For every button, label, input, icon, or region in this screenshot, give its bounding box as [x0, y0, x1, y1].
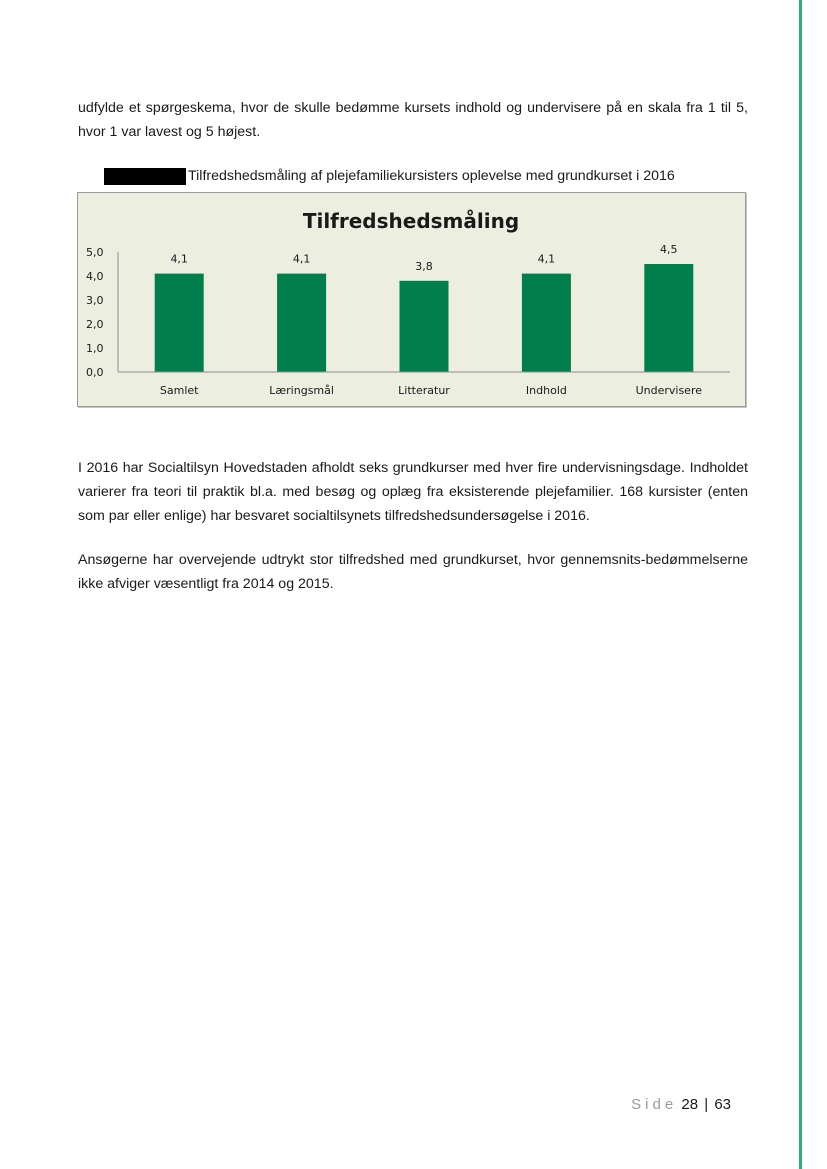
y-tick-label: 5,0	[86, 246, 104, 259]
bar-value-label: 4,1	[170, 252, 188, 266]
bar-value-label: 4,5	[660, 243, 678, 256]
y-tick-label: 3,0	[86, 294, 104, 307]
category-label: Samlet	[159, 384, 199, 397]
intro-paragraph: udfylde et spørgeskema, hvor de skulle bedømme kursets indhold og undervisere på en skala fra 1 til 5, hvor 1 var lavest og 5 højest.	[78, 100, 748, 140]
page-edge-rule	[799, 0, 802, 1169]
bar	[644, 264, 693, 372]
redacted-figure-label	[104, 168, 186, 185]
bar	[277, 274, 326, 372]
footer-side-label: Side	[631, 1096, 678, 1113]
figure-caption	[104, 165, 675, 187]
bar	[155, 274, 204, 372]
y-tick-label: 0,0	[86, 366, 104, 379]
category-label: Læringsmål	[269, 384, 334, 397]
page-footer	[631, 1096, 731, 1113]
value-labels-group	[170, 243, 677, 273]
category-label: Litteratur	[398, 384, 450, 397]
bar-value-label: 4,1	[292, 252, 311, 266]
footer-page-total: 63	[714, 1096, 731, 1113]
bars-group	[155, 264, 694, 372]
footer-page-number: 28	[681, 1096, 699, 1113]
y-tick-label: 2,0	[86, 318, 104, 331]
bar-value-label: 4,1	[537, 252, 556, 266]
chart-canvas	[78, 193, 745, 406]
bar-chart	[77, 192, 746, 407]
category-label: Undervisere	[635, 384, 703, 397]
y-tick-label: 1,0	[86, 342, 104, 355]
y-axis-tick-labels	[86, 246, 104, 379]
body-paragraph-2: Ansøgerne har overvejende udtrykt stor tilfredshed med grundkurset, hvor gennemsnits-bedømmelserne ikke afviger væsentligt fra 2014 og 2015.	[78, 552, 748, 592]
figure-caption-text: Tilfredshedsmåling af plejefamiliekursisters oplevelse med grundkurset i 2016	[188, 168, 675, 184]
bar	[522, 274, 571, 372]
chart-title: Tilfredshedsmåling	[302, 209, 520, 233]
bar-value-label: 3,8	[415, 259, 433, 273]
y-tick-label: 4,0	[86, 270, 104, 283]
footer-separator: |	[704, 1096, 709, 1113]
category-labels-group	[160, 384, 702, 397]
body-paragraph-1: I 2016 har Socialtilsyn Hovedstaden afholdt seks grundkurser med hver fire undervisningsdage. Indholdet varierer fra teori til praktik bl.a. med besøg og oplæg fra eksisterende plejefamilier. 168 kursister (enten som par eller enlige) har besvaret socialtilsynets tilfredshedsundersøgelse i 2016.	[78, 460, 748, 524]
bar	[400, 281, 449, 372]
category-label: Indhold	[525, 384, 567, 397]
